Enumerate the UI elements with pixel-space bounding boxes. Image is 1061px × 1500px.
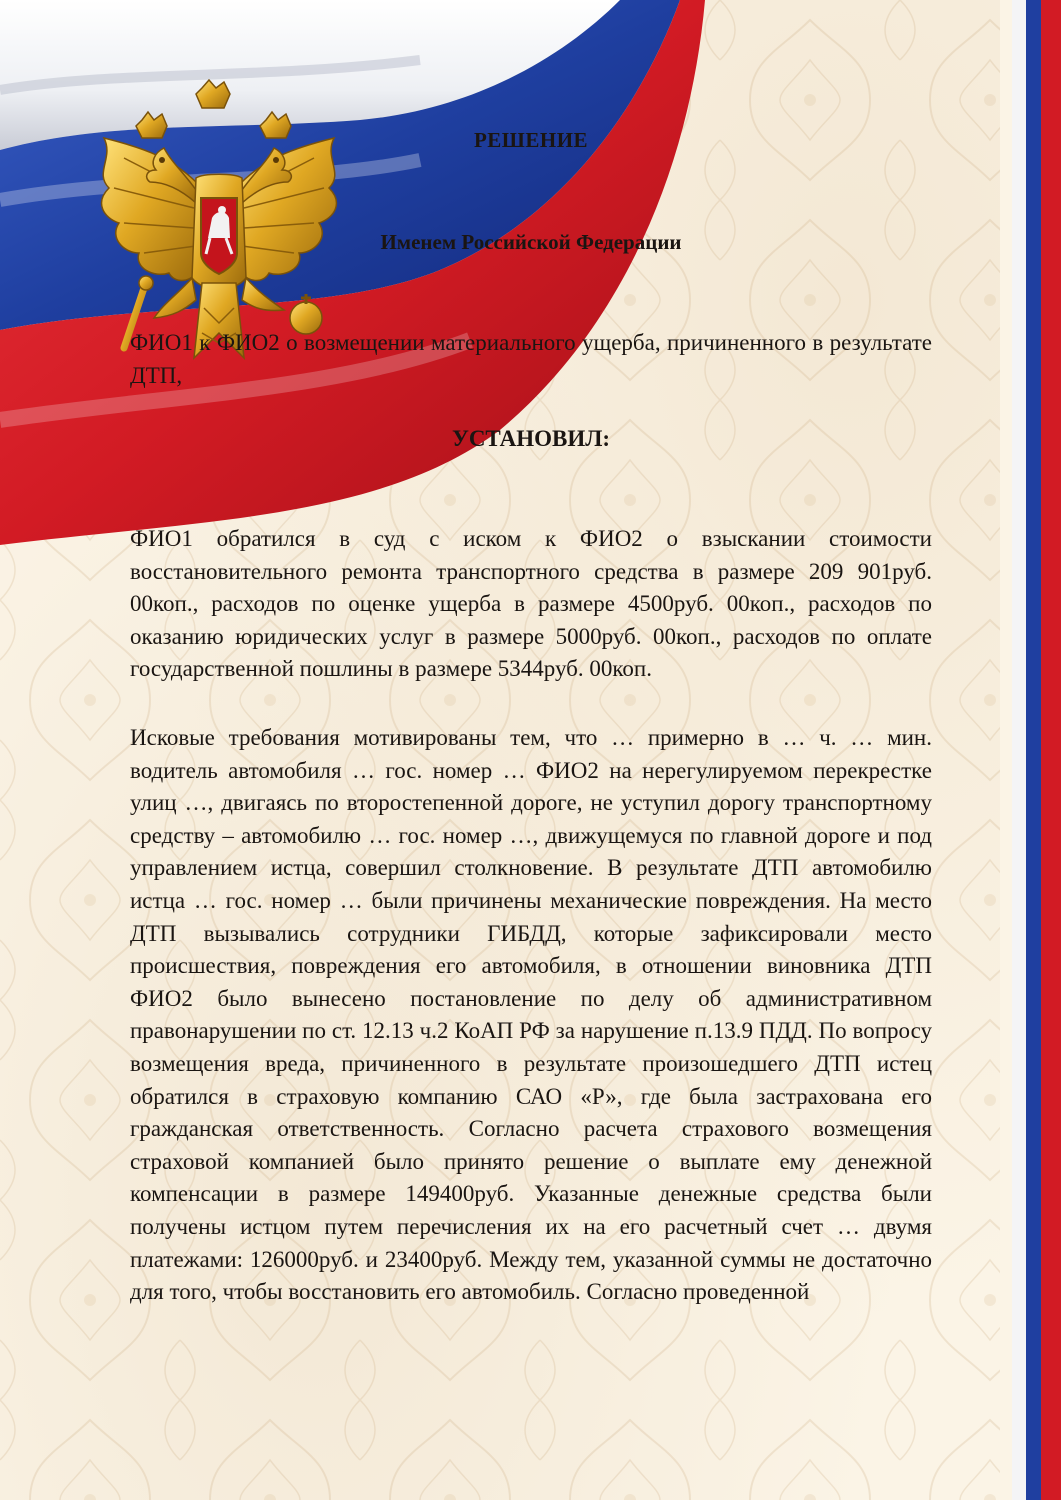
body-paragraph: Исковые требования мотивированы тем, что … примерно в … ч. … мин. водитель автомобиля … гос. номер … ФИО2 на нерегулируемом перекрестке улиц …, двигаясь по второстепенной дороге, не уступил дорогу транспортному средству – автомобилю … гос. номер …, движущемуся по главной дороге и под управлением истца, совершил столкновение. В результате ДТП автомобилю истца … гос. номер … были причинены механические повреждения. На место ДТП вызывались сотрудники ГИБДД, которые зафиксировали место происшествия, повреждения его автомобиля, в отношении виновника ДТП ФИО2 было вынесено постановление по делу об административном правонарушении по ст. 12.13 ч.2 КоАП РФ за нарушение п.13.9 ПДД. По вопросу возмещения вреда, причиненного в результате произошедшего ДТП истец обратился в страховую компанию САО «Р», где была застрахована его гражданская ответственность. Согласно расчета страхового возмещения страховой компанией было принято решение о выплате ему денежной компенсации в размере 149400руб. Указанные денежные средства были получены истцом путем перечисления их на его расчетный счет … двумя платежами: 126000руб. и 23400руб. Между тем, указанной суммы не достаточно для того, чтобы восстановить его автомобиль. Согласно проведенной [130, 725, 932, 1305]
document-subtitle: Именем Российской Федерации [380, 230, 682, 254]
double-headed-eagle-emblem-icon [84, 78, 354, 368]
side-tricolor-stripes [1000, 0, 1061, 1500]
intro-paragraph: ФИО1 к ФИО2 о возмещении материального ущерба, причиненного в результате ДТП, [130, 330, 932, 388]
document-title: РЕШЕНИЕ [473, 128, 589, 152]
section-heading: УСТАНОВИЛ: [451, 426, 611, 451]
claim-paragraph: ФИО1 обратился в суд с иском к ФИО2 о взыскании стоимости восстановительного ремонта транспортного средства в размере 209 901руб. 00коп., расходов по оценке ущерба в размере 4500руб. 00коп., расходов по оказанию юридических услуг в размере 5000руб. 00коп., расходов по оплате государственной пошлины в размере 5344руб. 00коп. [130, 526, 932, 682]
